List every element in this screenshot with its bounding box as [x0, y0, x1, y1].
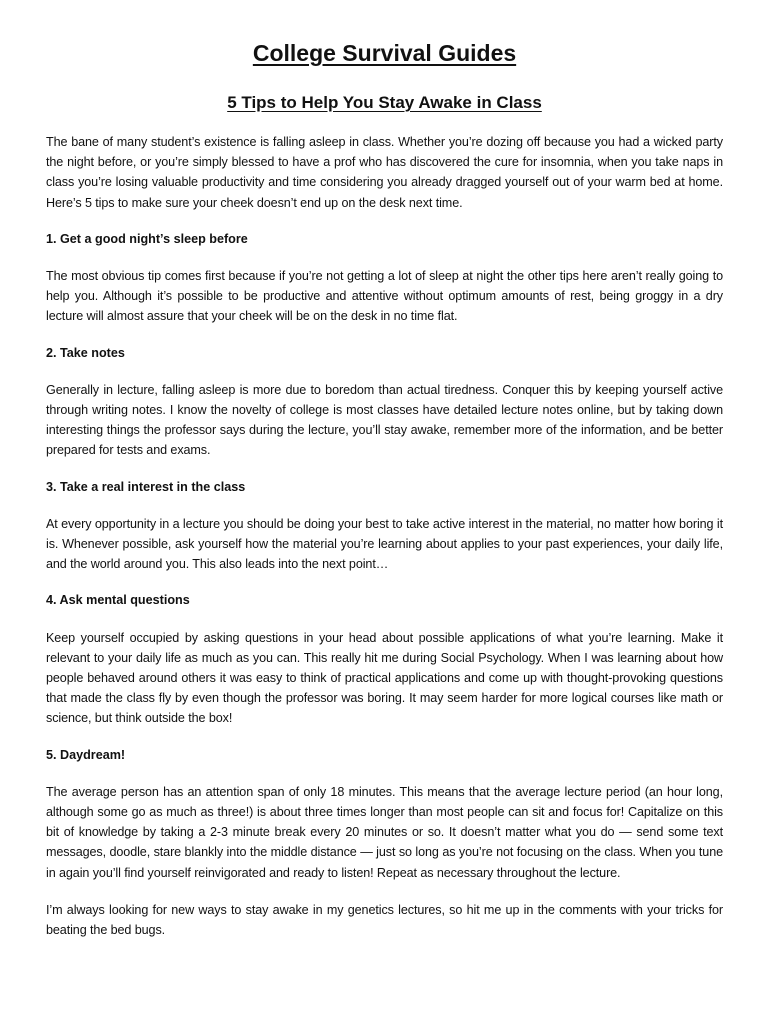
tip-heading: 4. Ask mental questions	[46, 593, 190, 608]
tip-section-1	[46, 229, 723, 327]
tip-heading: 3. Take a real interest in the class	[46, 479, 246, 494]
intro-paragraph: The bane of many student’s existence is falling asleep in class. Whether you’re dozing off because you had a wicked party the night before, or you’re simply blessed to have a prof who has discovered the cure for insomnia, when you take naps in class you’re losing valuable productivity and time considering you already dragged yourself out of your warm bed at home. Here’s 5 tips to make sure your cheek doesn’t end up on the desk next time.	[46, 135, 723, 210]
closing-paragraph: I’m always looking for new ways to stay awake in my genetics lectures, so hit me up in the comments with your tricks for beating the bed bugs.	[46, 902, 723, 938]
tip-body: Keep yourself occupied by asking questions in your head about possible applications of what you’re learning. Make it relevant to your daily life as much as you can. This really hit me during Social Psychology. When I was learning about how people behaved around others it was easy to think of practical applications and come up with thought-provoking questions that made the class fly by even though the professor was boring. It may seem harder for more logical courses like math or science, but think outside the box!	[46, 630, 723, 726]
tip-heading: 1. Get a good night’s sleep before	[46, 231, 248, 246]
tip-heading: 5. Daydream!	[46, 747, 126, 762]
tip-body: The average person has an attention span of only 18 minutes. This means that the average lecture period (an hour long, although some go as much as three!) is about three times longer than most people can sit and focus for! Capitalize on this bit of knowledge by taking a 2-3 minute break every 20 minutes or so. It doesn’t matter what you do — send some text messages, doodle, stare blankly into the middle distance — just so long as you’re not focusing on the class. When you tune in again you’ll find yourself reinvigorated and ready to listen! Repeat as necessary throughout the lecture.	[46, 784, 723, 880]
tip-body: At every opportunity in a lecture you should be doing your best to take active interest in the material, no matter how boring it is. Whenever possible, ask yourself how the material you’re learning about applies to your past experiences, your daily life, and the world around you. This also leads into the next point…	[46, 516, 723, 572]
document-page	[46, 38, 723, 940]
tip-section-4	[46, 590, 723, 728]
tip-heading: 2. Take notes	[46, 345, 125, 360]
tip-section-2	[46, 343, 723, 461]
document-subtitle: 5 Tips to Help You Stay Awake in Class	[227, 93, 542, 112]
tip-section-5	[46, 745, 723, 883]
tip-section-3	[46, 477, 723, 575]
tip-body: Generally in lecture, falling asleep is more due to boredom than actual tiredness. Conquer this by keeping yourself active through writing notes. I know the novelty of college is most classes have detailed lecture notes online, but by taking down interesting things the professor says during the lecture, you’ll stay awake, remember more of the information, and be better prepared for tests and exams.	[46, 382, 723, 458]
document-title: College Survival Guides	[252, 40, 517, 66]
tip-body: The most obvious tip comes first because if you’re not getting a lot of sleep at night the other tips here aren’t really going to help you. Although it’s possible to be productive and attentive without optimum amounts of rest, being groggy in a dry lecture will almost assure that your cheek will be on the desk in no time flat.	[46, 269, 723, 324]
